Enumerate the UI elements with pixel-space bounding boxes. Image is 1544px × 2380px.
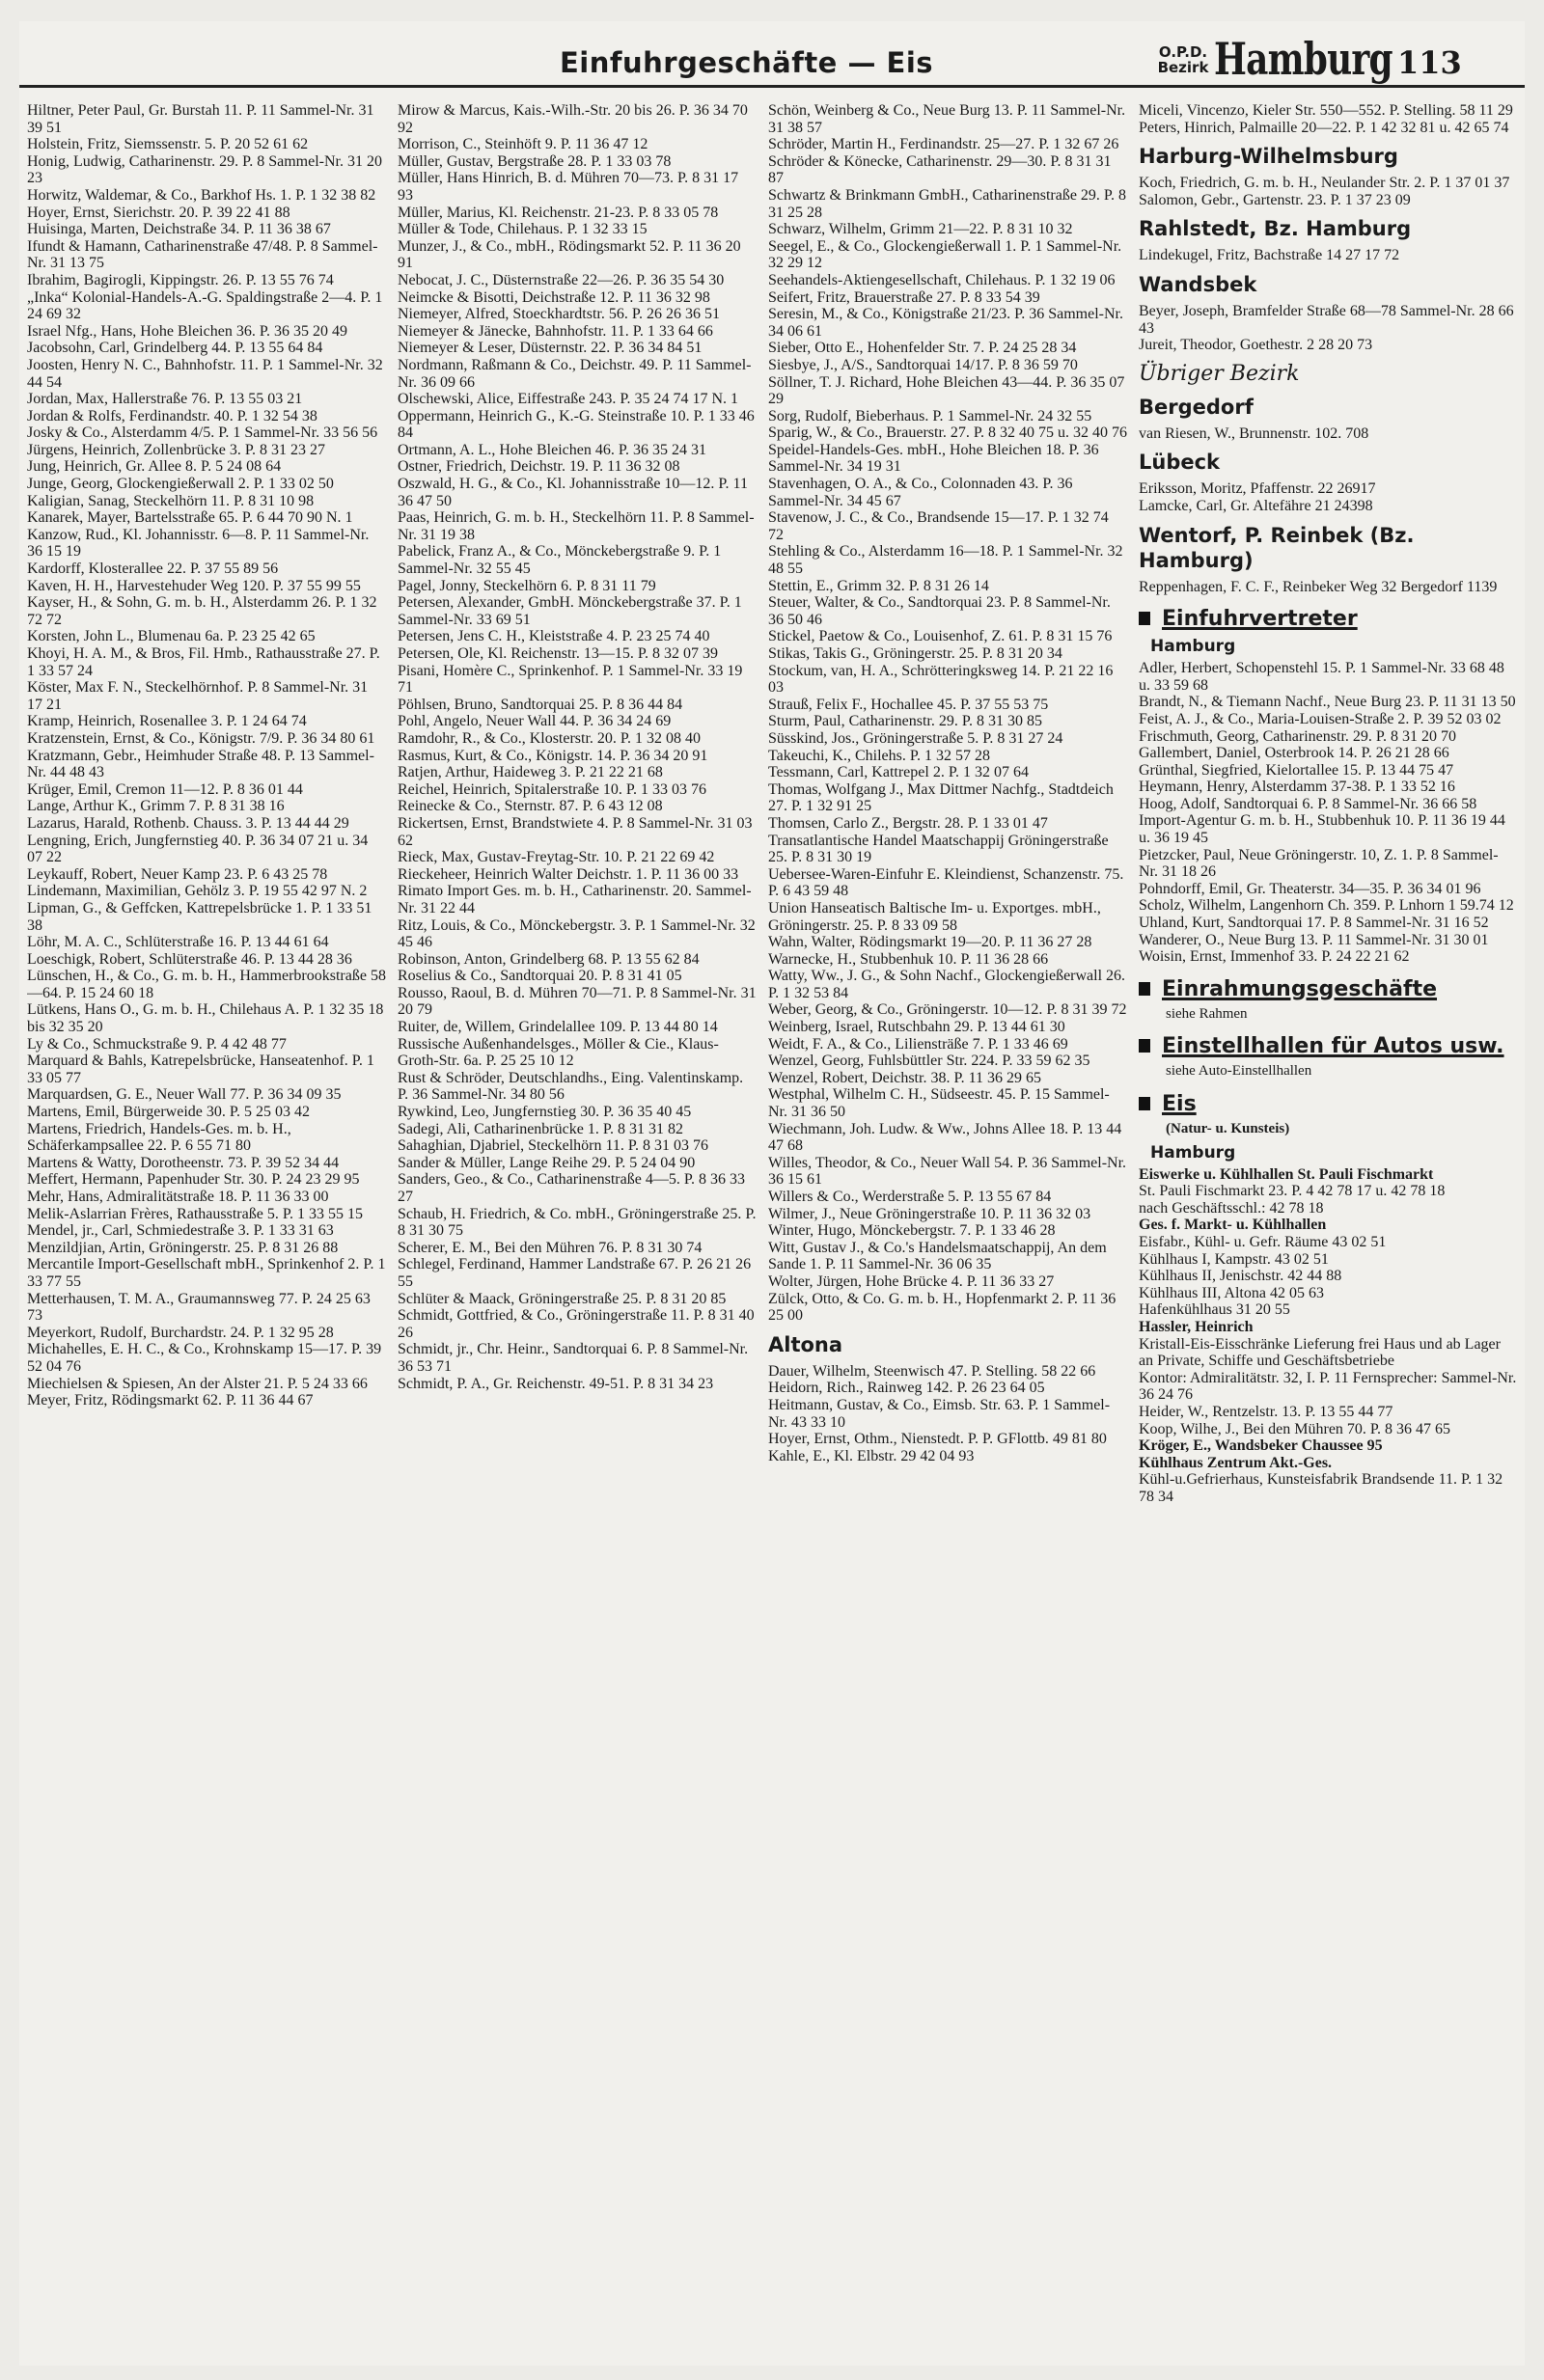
directory-entry: Wanderer, O., Neue Burg 13. P. 11 Sammel-Nr. 31 30 01 (1139, 931, 1489, 948)
directory-entry: Niemeyer & Jänecke, Bahnhofstr. 11. P. 1 33 64 66 (398, 322, 713, 340)
directory-entry: Jordan, Max, Hallerstraße 76. P. 13 55 03 21 (27, 391, 303, 408)
directory-entry: Meyer, Fritz, Rödingsmarkt 62. P. 11 36 44 67 (27, 1392, 314, 1409)
directory-entry: Eriksson, Moritz, Pfaffenstr. 22 26917 (1139, 480, 1376, 498)
directory-entry: Reichel, Heinrich, Spitalerstraße 10. P. 1 33 03 76 (398, 780, 706, 798)
page-header (19, 21, 1525, 88)
section-heading (1139, 977, 1517, 1002)
place-heading: Wandsbek (1139, 272, 1257, 296)
place-heading: Lübeck (1139, 451, 1221, 475)
directory-entry: Krüger, Emil, Cremon 11—12. P. 8 36 01 44 (27, 780, 303, 798)
opd-abbrev: O.P.D. (1158, 43, 1208, 61)
place-heading: Bergedorf (1139, 395, 1254, 419)
directory-entry: Tessmann, Carl, Kattrepel 2. P. 1 32 07 64 (768, 764, 1029, 781)
directory-entry: Heitmann, Gustav, & Co., Eimsb. Str. 63. P. 1 Sammel-Nr. 43 33 10 (768, 1396, 1111, 1431)
directory-entry: Petersen, Jens C. H., Kleiststraße 4. P. 23 25 74 40 (398, 628, 710, 645)
cross-reference: siehe Rahmen (1166, 1005, 1248, 1022)
directory-entry: Warnecke, H., Stubbenhuk 10. P. 11 36 28 66 (768, 950, 1049, 968)
column-4 (1139, 102, 1517, 2360)
directory-entry: Wolter, Jürgen, Hohe Brücke 4. P. 11 36 33 27 (768, 1272, 1055, 1290)
directory-entry: Nordmann, Raßmann & Co., Deichstr. 49. P. 11 Sammel-Nr. 36 09 66 (398, 356, 752, 391)
directory-entry: Strauß, Felix F., Hochallee 45. P. 37 55 53 75 (768, 696, 1049, 713)
directory-entry: Hafenkühlhaus 31 20 55 (1139, 1301, 1290, 1319)
directory-entry: Rickertsen, Ernst, Brandstwiete 4. P. 8 Sammel-Nr. 31 03 62 (398, 814, 753, 849)
directory-entry: Ritz, Louis, & Co., Mönckebergstr. 3. P. 1 Sammel-Nr. 32 45 46 (398, 916, 756, 951)
directory-entry: Marquardsen, G. E., Neuer Wall 77. P. 36 34 09 35 (27, 1086, 342, 1104)
directory-entry: Jacobsohn, Carl, Grindelberg 44. P. 13 55 64 84 (27, 340, 323, 357)
directory-entry: Wenzel, Robert, Deichstr. 38. P. 11 36 29 65 (768, 1069, 1041, 1086)
directory-entry: Eisfabr., Kühl- u. Gefr. Räume 43 02 51 (1139, 1233, 1387, 1250)
directory-entry: Lange, Arthur K., Grimm 7. P. 8 31 38 16 (27, 798, 285, 815)
directory-entry: Niemeyer, Alfred, Stoeckhardtstr. 56. P. 26 26 36 51 (398, 306, 720, 323)
directory-entry: Kühl-u.Gefrierhaus, Kunsteisfabrik Brandsende 11. P. 1 32 78 34 (1139, 1471, 1503, 1505)
directory-entry: Pöhlsen, Bruno, Sandtorquai 25. P. 8 36 44 84 (398, 696, 683, 713)
directory-entry: Pietzcker, Paul, Neue Gröningerstr. 10, Z. 1. P. 8 Sammel-Nr. 31 18 26 (1139, 846, 1499, 881)
directory-entry: Scholz, Wilhelm, Langenhorn Ch. 359. P. Lnhorn 1 59.74 12 (1139, 897, 1514, 915)
directory-entry-bold: Kröger, E., Wandsbeker Chaussee 95 (1139, 1437, 1383, 1455)
section-heading-text: Einrahmungsgeschäfte (1162, 976, 1438, 1001)
directory-entry: Wahn, Walter, Rödingsmarkt 19—20. P. 11 36 27 28 (768, 934, 1092, 951)
directory-entry: Weinberg, Israel, Rutschbahn 29. P. 13 44 61 30 (768, 1019, 1065, 1036)
place-subheading: Hamburg (1150, 1142, 1236, 1163)
directory-entry: Thomas, Wolfgang J., Max Dittmer Nachfg., Stadtdeich 27. P. 1 32 91 25 (768, 780, 1114, 815)
directory-entry: Kardorff, Klosterallee 22. P. 37 55 89 56 (27, 561, 279, 578)
directory-entry: Meyerkort, Rudolf, Burchardstr. 24. P. 1 32 95 28 (27, 1324, 334, 1341)
directory-entry: Seegel, E., & Co., Glockengießerwall 1. P. 1 Sammel-Nr. 32 29 12 (768, 237, 1122, 272)
directory-entry: Sorg, Rudolf, Bieberhaus. P. 1 Sammel-Nr. 24 32 55 (768, 407, 1092, 424)
section-heading (1139, 1092, 1517, 1117)
directory-entry: Morrison, C., Steinhöft 9. P. 11 36 47 12 (398, 136, 648, 153)
directory-entry: Brandt, N., & Tiemann Nachf., Neue Burg 23. P. 11 31 13 50 (1139, 694, 1516, 711)
directory-entry: Schlüter & Maack, Gröningerstraße 25. P. 8 31 20 85 (398, 1290, 727, 1307)
directory-entry: Westphal, Wilhelm C. H., Südseestr. 45. P. 15 Sammel-Nr. 31 36 50 (768, 1086, 1110, 1121)
directory-entry: Mirow & Marcus, Kais.-Wilh.-Str. 20 bis 26. P. 36 34 70 92 (398, 102, 748, 136)
directory-entry: Niemeyer & Leser, Düsternstr. 22. P. 36 34 84 51 (398, 340, 703, 357)
directory-entry: Sparig, W., & Co., Brauerstr. 27. P. 8 32 40 75 u. 32 40 76 (768, 424, 1127, 442)
directory-entry: Jureit, Theodor, Goethestr. 2 28 20 73 (1139, 337, 1373, 354)
directory-entry-bold: Hassler, Heinrich (1139, 1318, 1254, 1335)
directory-entry: Sieber, Otto E., Hohenfelder Str. 7. P. 24 25 28 34 (768, 340, 1077, 357)
directory-entry: Uebersee-Waren-Einfuhr E. Kleindienst, Schanzenstr. 75. P. 6 43 59 48 (768, 865, 1124, 900)
directory-entry-bold: Ges. f. Markt- u. Kühlhallen (1139, 1217, 1327, 1234)
directory-entry: Zülck, Otto, & Co. G. m. b. H., Hopfenmarkt 2. P. 11 36 25 00 (768, 1290, 1117, 1325)
directory-entry: Schön, Weinberg & Co., Neue Burg 13. P. 11 Sammel-Nr. 31 38 57 (768, 102, 1126, 136)
directory-entry: Siesbye, J., A/S., Sandtorquai 14/17. P. 8 36 59 70 (768, 356, 1078, 373)
directory-entry: Pagel, Jonny, Steckelhörn 6. P. 8 31 11 79 (398, 577, 656, 594)
directory-entry: Mendel, jr., Carl, Schmiedestraße 3. P. 1 33 31 63 (27, 1222, 334, 1240)
directory-entry: Müller & Tode, Chilehaus. P. 1 32 33 15 (398, 221, 648, 238)
directory-entry: Pohndorff, Emil, Gr. Theaterstr. 34—35. P. 36 34 01 96 (1139, 880, 1481, 897)
place-heading: Wentorf, P. Reinbek (Bz. Hamburg) (1139, 523, 1415, 572)
city-name: Hamburg (1214, 33, 1392, 85)
directory-entry: Transatlantische Handel Maatschappij Gröningerstraße 25. P. 8 31 30 19 (768, 832, 1109, 866)
directory-entry: Heidorn, Rich., Rainweg 142. P. 26 23 64 05 (768, 1380, 1045, 1397)
directory-entry: Süsskind, Jos., Gröningerstraße 5. P. 8 31 27 24 (768, 729, 1063, 747)
directory-entry: Schwarz, Wilhelm, Grimm 21—22. P. 8 31 10 32 (768, 221, 1073, 238)
place-subheading: Hamburg (1150, 637, 1236, 657)
directory-entry: Willers & Co., Werderstraße 5. P. 13 55 67 84 (768, 1189, 1052, 1205)
directory-entry: Nebocat, J. C., Düsternstraße 22—26. P. 36 35 54 30 (398, 271, 725, 288)
directory-entry: Kühlhaus II, Jenischstr. 42 44 88 (1139, 1268, 1342, 1285)
directory-entry: Winter, Hugo, Mönckebergstr. 7. P. 1 33 46 28 (768, 1222, 1056, 1240)
directory-entry: Wiechmann, Joh. Ludw. & Ww., Johns Allee 18. P. 13 44 47 68 (768, 1120, 1122, 1155)
place-heading: Harburg-Wilhelmsburg (1139, 145, 1398, 169)
region-heading: Übriger Bezirk (1139, 361, 1300, 386)
directory-page (19, 21, 1525, 2366)
directory-entry: Sahaghian, Djabriel, Steckelhörn 11. P. 8 31 03 76 (398, 1137, 709, 1155)
directory-entry: Oppermann, Heinrich G., K.-G. Steinstraße 10. P. 1 33 46 84 (398, 407, 755, 442)
directory-entry: Stickel, Paetow & Co., Louisenhof, Z. 61. P. 8 31 15 76 (768, 628, 1113, 645)
directory-entry: Stehling & Co., Alsterdamm 16—18. P. 1 Sammel-Nr. 32 48 55 (768, 543, 1123, 578)
directory-entry: Miceli, Vincenzo, Kieler Str. 550—552. P. Stelling. 58 11 29 (1139, 102, 1513, 119)
directory-entry: Müller, Marius, Kl. Reichenstr. 21-23. P. 8 33 05 78 (398, 204, 719, 221)
section-heading (1139, 1034, 1517, 1059)
directory-entry: Paas, Heinrich, G. m. b. H., Steckelhörn 11. P. 8 Sammel-Nr. 31 19 38 (398, 509, 755, 543)
directory-entry: Willes, Theodor, & Co., Neuer Wall 54. P. 36 Sammel-Nr. 36 15 61 (768, 1154, 1127, 1189)
directory-entry: Kühlhaus III, Altona 42 05 63 (1139, 1284, 1324, 1301)
directory-entry: Josky & Co., Alsterdamm 4/5. P. 1 Sammel-Nr. 33 56 56 (27, 424, 378, 442)
column-1 (27, 102, 386, 2360)
directory-entry: Kratzenstein, Ernst, & Co., Königstr. 7/9. P. 36 34 80 61 (27, 729, 375, 747)
directory-entry: Steuer, Walter, & Co., Sandtorquai 23. P. 8 Sammel-Nr. 36 50 46 (768, 594, 1111, 628)
directory-entry: Lamcke, Carl, Gr. Altefähre 21 24398 (1139, 497, 1373, 514)
directory-entry: Kayser, H., & Sohn, G. m. b. H., Alsterdamm 26. P. 1 32 72 72 (27, 594, 377, 628)
directory-entry: Seehandels-Aktiengesellschaft, Chilehaus. P. 1 32 19 06 (768, 271, 1116, 288)
directory-entry: Schröder & Könecke, Catharinenstr. 29—30. P. 8 31 31 87 (768, 152, 1112, 187)
directory-entry: Stavenhagen, O. A., & Co., Colonnaden 43. P. 36 Sammel-Nr. 34 45 67 (768, 476, 1073, 509)
place-heading: Altona (768, 1332, 843, 1356)
directory-entry: Feist, A. J., & Co., Maria-Louisen-Straße 2. P. 39 52 03 02 (1139, 710, 1502, 727)
directory-entry: Kontor: Admiralitätstr. 32, I. P. 11 Fernsprecher: Sammel-Nr. 36 24 76 (1139, 1369, 1517, 1404)
directory-entry: Stockum, van, H. A., Schrötteringksweg 14. P. 21 22 16 03 (768, 662, 1114, 697)
section-note: (Natur- u. Kunsteis) (1166, 1121, 1290, 1136)
directory-entry: Lipman, G., & Geffcken, Kattrepelsbrücke 1. P. 1 33 51 38 (27, 899, 372, 934)
column-2 (398, 102, 757, 2360)
directory-entry: Koop, Wilhe, J., Bei den Mühren 70. P. 8 36 47 65 (1139, 1420, 1451, 1437)
directory-entry: Kahle, E., Kl. Elbstr. 29 42 04 93 (768, 1447, 975, 1464)
directory-entry: Thomsen, Carlo Z., Bergstr. 28. P. 1 33 01 47 (768, 814, 1048, 832)
directory-entry: Speidel-Handels-Ges. mbH., Hohe Bleichen 18. P. 36 Sammel-Nr. 34 19 31 (768, 441, 1099, 476)
directory-entry: Kratzmann, Gebr., Heimhuder Straße 48. P. 13 Sammel-Nr. 44 48 43 (27, 747, 374, 781)
directory-entry: Ratjen, Arthur, Haideweg 3. P. 21 22 21 68 (398, 764, 663, 781)
directory-entry: Sadegi, Ali, Catharinenbrücke 1. P. 8 31 31 82 (398, 1120, 683, 1137)
section-heading-text: Eis (1162, 1092, 1197, 1116)
directory-entry: Michahelles, E. H. C., & Co., Krohnskamp 15—17. P. 39 52 04 76 (27, 1341, 382, 1375)
directory-entry: van Riesen, W., Brunnenstr. 102. 708 (1139, 424, 1369, 442)
directory-entry: Martens, Friedrich, Handels-Ges. m. b. H., Schäferkampsallee 22. P. 6 55 71 80 (27, 1120, 291, 1155)
directory-entry: Löhr, M. A. C., Schlüterstraße 16. P. 13 44 61 64 (27, 934, 329, 951)
directory-entry: Khoyi, H. A. M., & Bros, Fil. Hmb., Rathausstraße 27. P. 1 33 57 24 (27, 645, 380, 679)
directory-entry: Wilmer, J., Neue Gröningerstraße 10. P. 11 36 32 03 (768, 1205, 1091, 1222)
directory-entry: „Inka“ Kolonial-Handels-A.-G. Spaldingstraße 2—4. P. 1 24 69 32 (27, 288, 383, 323)
directory-entry: Kanarek, Mayer, Bartelsstraße 65. P. 6 44 70 90 N. 1 (27, 509, 353, 527)
directory-entry: Lünschen, H., & Co., G. m. b. H., Hammerbrookstraße 58—64. P. 15 24 60 18 (27, 968, 386, 1001)
directory-entry: St. Pauli Fischmarkt 23. P. 4 42 78 17 u. 42 78 18 (1139, 1183, 1446, 1200)
directory-entry: Roselius & Co., Sandtorquai 20. P. 8 31 41 05 (398, 968, 682, 985)
directory-entry: Ruiter, de, Willem, Grindelallee 109. P. 13 44 80 14 (398, 1019, 718, 1036)
columns-container (19, 102, 1525, 2360)
directory-entry: Ostner, Friedrich, Deichstr. 19. P. 11 36 32 08 (398, 458, 680, 476)
directory-entry: Russische Außenhandelsges., Möller & Cie., Klaus-Groth-Str. 6a. P. 25 25 10 12 (398, 1035, 719, 1070)
section-marker-icon (1139, 1039, 1150, 1053)
directory-entry: Witt, Gustav J., & Co.'s Handelsmaatschappij, An dem Sande 1. P. 11 Sammel-Nr. 36 06 35 (768, 1239, 1107, 1273)
directory-entry: Wenzel, Georg, Fuhlsbüttler Str. 224. P. 33 59 62 35 (768, 1053, 1090, 1070)
column-3 (768, 102, 1127, 2360)
page-title: Einfuhrgeschäfte — Eis (560, 46, 934, 79)
directory-entry: Holstein, Fritz, Siemssenstr. 5. P. 20 52 61 62 (27, 136, 309, 153)
directory-entry: Ibrahim, Bagirogli, Kippingstr. 26. P. 13 55 76 74 (27, 271, 334, 288)
directory-entry: Scherer, E. M., Bei den Mühren 76. P. 8 31 30 74 (398, 1239, 703, 1256)
directory-entry: Menzildjian, Artin, Gröningerstr. 25. P. 8 31 26 88 (27, 1239, 339, 1256)
directory-entry: Kaven, H. H., Harvestehuder Weg 120. P. 37 55 99 55 (27, 577, 361, 594)
directory-entry: Pisani, Homère C., Sprinkenhof. P. 1 Sammel-Nr. 33 19 71 (398, 662, 743, 697)
directory-entry: Seifert, Fritz, Brauerstraße 27. P. 8 33 54 39 (768, 288, 1040, 306)
directory-entry: Hiltner, Peter Paul, Gr. Burstah 11. P. 11 Sammel-Nr. 31 39 51 (27, 102, 374, 136)
directory-entry: Sander & Müller, Lange Reihe 29. P. 5 24 04 90 (398, 1154, 696, 1171)
directory-entry: Huisinga, Marten, Deichstraße 34. P. 11 36 38 67 (27, 221, 331, 238)
section-marker-icon (1139, 1097, 1150, 1110)
directory-entry: Ly & Co., Schmuckstraße 9. P. 4 42 48 77 (27, 1035, 287, 1053)
directory-entry-bold: Eiswerke u. Kühlhallen St. Pauli Fischmarkt (1139, 1165, 1434, 1183)
directory-entry: Jung, Heinrich, Gr. Allee 8. P. 5 24 08 64 (27, 458, 282, 476)
cross-reference: siehe Auto-Einstellhallen (1166, 1063, 1312, 1080)
directory-entry: Kristall-Eis-Eisschränke Lieferung frei Haus und ab Lager an Private, Schiffe und Geschäftsbetriebe (1139, 1335, 1501, 1370)
directory-entry: Ramdohr, R., & Co., Klosterstr. 20. P. 1 32 08 40 (398, 729, 702, 747)
directory-entry: Neimcke & Bisotti, Deichstraße 12. P. 11 36 32 98 (398, 288, 710, 306)
directory-entry: Schlegel, Ferdinand, Hammer Landstraße 67. P. 26 21 26 55 (398, 1256, 752, 1290)
directory-entry: Ortmann, A. L., Hohe Bleichen 46. P. 36 35 24 31 (398, 441, 706, 458)
directory-entry: Lindemann, Maximilian, Gehölz 3. P. 19 55 42 97 N. 2 (27, 883, 368, 900)
directory-entry: Junge, Georg, Glockengießerwall 2. P. 1 33 02 50 (27, 476, 334, 493)
directory-entry: Jordan & Rolfs, Ferdinandstr. 40. P. 1 32 54 38 (27, 407, 317, 424)
directory-entry: Rust & Schröder, Deutschlandhs., Eing. Valentinskamp. P. 36 Sammel-Nr. 34 80 56 (398, 1069, 744, 1104)
directory-entry: Salomon, Gebr., Gartenstr. 23. P. 1 37 23 09 (1139, 191, 1411, 208)
directory-entry: Metterhausen, T. M. A., Graumannsweg 77. P. 24 25 63 73 (27, 1290, 371, 1325)
directory-entry: Schaub, H. Friedrich, & Co. mbH., Gröningerstraße 25. P. 8 31 30 75 (398, 1205, 757, 1240)
directory-entry: Heider, W., Rentzelstr. 13. P. 13 55 44 77 (1139, 1403, 1393, 1420)
directory-entry: Peters, Hinrich, Palmaille 20—22. P. 1 42 32 81 u. 42 65 74 (1139, 119, 1509, 136)
directory-entry: Gallembert, Daniel, Osterbrook 14. P. 26 21 28 66 (1139, 745, 1449, 762)
directory-entry: Lindekugel, Fritz, Bachstraße 14 27 17 72 (1139, 247, 1400, 264)
section-heading-text: Einstellhallen für Autos usw. (1162, 1034, 1504, 1059)
directory-entry: Schmidt, Gottfried, & Co., Gröningerstraße 11. P. 8 31 40 26 (398, 1307, 755, 1341)
directory-entry: Kaligian, Sanag, Steckelhörn 11. P. 8 31 10 98 (27, 492, 315, 509)
directory-entry: Weidt, F. A., & Co., Liliensträße 7. P. 1 33 46 69 (768, 1035, 1068, 1053)
section-marker-icon (1139, 612, 1150, 625)
directory-entry: Stettin, E., Grimm 32. P. 8 31 26 14 (768, 577, 989, 594)
directory-entry: Munzer, J., & Co., mbH., Rödingsmarkt 52. P. 11 36 20 91 (398, 237, 741, 272)
directory-entry: Lazarus, Harald, Rothenb. Chauss. 3. P. 13 44 44 29 (27, 814, 349, 832)
directory-entry: Kanzow, Rud., Kl. Johannisstr. 6—8. P. 11 Sammel-Nr. 36 15 19 (27, 526, 370, 561)
directory-entry: Martens & Watty, Dorotheenstr. 73. P. 39 52 34 44 (27, 1154, 340, 1171)
directory-entry: Ifundt & Hamann, Catharinenstraße 47/48. P. 8 Sammel-Nr. 31 13 75 (27, 237, 378, 272)
directory-entry: Schwartz & Brinkmann GmbH., Catharinenstraße 29. P. 8 31 25 28 (768, 186, 1127, 221)
directory-entry-bold: Kühlhaus Zentrum Akt.-Ges. (1139, 1454, 1333, 1471)
directory-entry: Kühlhaus I, Kampstr. 43 02 51 (1139, 1250, 1329, 1268)
directory-entry: Horwitz, Waldemar, & Co., Barkhof Hs. 1. P. 1 32 38 82 (27, 186, 376, 204)
directory-entry: Lengning, Erich, Jungfernstieg 40. P. 36 34 07 21 u. 34 07 22 (27, 832, 369, 866)
directory-entry: Müller, Gustav, Bergstraße 28. P. 1 33 03 78 (398, 152, 672, 170)
directory-entry: Adler, Herbert, Schopenstehl 15. P. 1 Sammel-Nr. 33 68 48 u. 33 59 68 (1139, 660, 1504, 694)
bezirk-label: Bezirk (1157, 59, 1209, 76)
directory-entry: Reinecke & Co., Sternstr. 87. P. 6 43 12 08 (398, 798, 663, 815)
section-marker-icon (1139, 982, 1150, 996)
directory-entry: Stavenow, J. C., & Co., Brandsende 15—17. P. 1 32 74 72 (768, 509, 1109, 543)
directory-entry: Schmidt, P. A., Gr. Reichenstr. 49-51. P. 8 31 34 23 (398, 1375, 714, 1392)
directory-entry: Takeuchi, K., Chilehs. P. 1 32 57 28 (768, 747, 990, 764)
directory-entry: Israel Nfg., Hans, Hohe Bleichen 36. P. 36 35 20 49 (27, 322, 347, 340)
place-heading: Rahlstedt, Bz. Hamburg (1139, 217, 1412, 241)
directory-entry: Frischmuth, Georg, Catharinenstr. 29. P. 8 31 20 70 (1139, 727, 1457, 745)
directory-entry: Rousso, Raoul, B. d. Mühren 70—71. P. 8 Sammel-Nr. 31 20 79 (398, 984, 757, 1019)
directory-entry: Rieck, Max, Gustav-Freytag-Str. 10. P. 21 22 69 42 (398, 849, 715, 866)
directory-entry: Marquard & Bahls, Katrepelsbrücke, Hanseatenhof. P. 1 33 05 77 (27, 1053, 374, 1086)
directory-entry: Rimato Import Ges. m. b. H., Catharinenstr. 20. Sammel-Nr. 31 22 44 (398, 883, 752, 916)
directory-entry: Miechielsen & Spiesen, An der Alster 21. P. 5 24 33 66 (27, 1375, 368, 1392)
directory-entry: Korsten, John L., Blumenau 6a. P. 23 25 42 65 (27, 628, 316, 645)
directory-entry: Olschewski, Alice, Eiffestraße 243. P. 35 24 74 17 N. 1 (398, 391, 738, 408)
section-heading-text: Einfuhrvertreter (1162, 607, 1358, 632)
directory-entry: Import-Agentur G. m. b. H., Stubbenhuk 10. P. 11 36 19 44 u. 36 19 45 (1139, 812, 1505, 847)
page-number: 113 (1397, 44, 1462, 81)
directory-entry: Mehr, Hans, Admiralitätstraße 18. P. 11 36 33 00 (27, 1189, 329, 1205)
directory-entry: Petersen, Ole, Kl. Reichenstr. 13—15. P. 8 32 07 39 (398, 645, 718, 662)
directory-entry: Lütkens, Hans O., G. m. b. H., Chilehaus A. P. 1 32 35 18 bis 32 35 20 (27, 1001, 384, 1036)
directory-entry: Sanders, Geo., & Co., Catharinenstraße 4—5. P. 8 36 33 27 (398, 1171, 745, 1205)
directory-entry: Uhland, Kurt, Sandtorquai 17. P. 8 Sammel-Nr. 31 16 52 (1139, 915, 1489, 932)
directory-entry: Woisin, Ernst, Immenhof 33. P. 24 22 21 62 (1139, 948, 1410, 966)
directory-entry: Müller, Hans Hinrich, B. d. Mühren 70—73. P. 8 31 17 93 (398, 170, 739, 204)
directory-entry: Schröder, Martin H., Ferdinandstr. 25—27. P. 1 32 67 26 (768, 136, 1119, 153)
directory-entry: Joosten, Henry N. C., Bahnhofstr. 11. P. 1 Sammel-Nr. 32 44 54 (27, 356, 383, 391)
directory-entry: Hoyer, Ernst, Othm., Nienstedt. P. P. GFlottb. 49 81 80 (768, 1431, 1107, 1448)
directory-entry: Oszwald, H. G., & Co., Kl. Johannisstraße 10—12. P. 11 36 47 50 (398, 476, 748, 509)
directory-entry: Dauer, Wilhelm, Steenwisch 47. P. Stelling. 58 22 66 (768, 1362, 1096, 1380)
directory-entry: Robinson, Anton, Grindelberg 68. P. 13 55 62 84 (398, 950, 700, 968)
directory-entry: Hoyer, Ernst, Sierichstr. 20. P. 39 22 41 88 (27, 204, 290, 221)
directory-entry: Weber, Georg, & Co., Gröningerstr. 10—12. P. 8 31 39 72 (768, 1001, 1127, 1019)
directory-entry: Heymann, Henry, Alsterdamm 37-38. P. 1 33 52 16 (1139, 779, 1455, 796)
directory-entry: Koch, Friedrich, G. m. b. H., Neulander Str. 2. P. 1 37 01 37 (1139, 175, 1510, 192)
directory-entry: Kramp, Heinrich, Rosenallee 3. P. 1 24 64 74 (27, 713, 307, 730)
directory-entry: Meffert, Hermann, Papenhuder Str. 30. P. 24 23 29 95 (27, 1171, 360, 1189)
directory-entry: Pabelick, Franz A., & Co., Mönckebergstraße 9. P. 1 Sammel-Nr. 32 55 45 (398, 543, 722, 578)
section-heading (1139, 607, 1517, 632)
directory-entry: Leykauff, Robert, Neuer Kamp 23. P. 6 43 25 78 (27, 865, 328, 883)
directory-entry: Grünthal, Siegfried, Kielortallee 15. P. 13 44 75 47 (1139, 761, 1454, 779)
directory-entry: Petersen, Alexander, GmbH. Mönckebergstraße 37. P. 1 Sammel-Nr. 33 69 51 (398, 594, 742, 628)
directory-entry: Union Hanseatisch Baltische Im- u. Exportges. mbH., Gröningerstr. 25. P. 8 33 09 58 (768, 899, 1101, 934)
directory-entry: Sturm, Paul, Catharinenstr. 29. P. 8 31 30 85 (768, 713, 1042, 730)
directory-entry: Rieckeheer, Heinrich Walter Deichstr. 1. P. 11 36 00 33 (398, 865, 739, 883)
directory-entry: Rywkind, Leo, Jungfernstieg 30. P. 36 35 40 45 (398, 1104, 692, 1121)
directory-entry: Schmidt, jr., Chr. Heinr., Sandtorquai 6. P. 8 Sammel-Nr. 36 53 71 (398, 1341, 749, 1375)
directory-entry: Martens, Emil, Bürgerweide 30. P. 5 25 03 42 (27, 1104, 311, 1121)
directory-entry: Seresin, M., & Co., Königstraße 21/23. P. 36 Sammel-Nr. 34 06 61 (768, 306, 1123, 340)
directory-entry: Mercantile Import-Gesellschaft mbH., Sprinkenhof 2. P. 1 33 77 55 (27, 1256, 386, 1290)
directory-entry: Jürgens, Heinrich, Zollenbrücke 3. P. 8 31 23 27 (27, 441, 325, 458)
opd-label (1154, 44, 1212, 75)
directory-entry: nach Geschäftsschl.: 42 78 18 (1139, 1199, 1324, 1217)
directory-entry: Beyer, Joseph, Bramfelder Straße 68—78 Sammel-Nr. 28 66 43 (1139, 302, 1514, 337)
directory-entry: Rasmus, Kurt, & Co., Königstr. 14. P. 36 34 20 91 (398, 747, 708, 764)
directory-entry: Köster, Max F. N., Steckelhörnhof. P. 8 Sammel-Nr. 31 17 21 (27, 679, 369, 713)
directory-entry: Melik-Aslarrian Frères, Rathausstraße 5. P. 1 33 55 15 (27, 1205, 363, 1222)
directory-entry: Reppenhagen, F. C. F., Reinbeker Weg 32 Bergedorf 1139 (1139, 578, 1498, 595)
directory-entry: Hoog, Adolf, Sandtorquai 6. P. 8 Sammel-Nr. 36 66 58 (1139, 795, 1477, 812)
directory-entry: Pohl, Angelo, Neuer Wall 44. P. 36 34 24 69 (398, 713, 672, 730)
directory-entry: Loeschigk, Robert, Schlüterstraße 46. P. 13 44 28 36 (27, 950, 352, 968)
directory-entry: Honig, Ludwig, Catharinenstr. 29. P. 8 Sammel-Nr. 31 20 23 (27, 152, 382, 187)
directory-entry: Söllner, T. J. Richard, Hohe Bleichen 43—44. P. 36 35 07 29 (768, 373, 1125, 408)
directory-entry: Stikas, Takis G., Gröningerstr. 25. P. 8 31 20 34 (768, 645, 1062, 662)
directory-entry: Watty, Ww., J. G., & Sohn Nachf., Glockengießerwall 26. P. 1 32 53 84 (768, 968, 1126, 1001)
